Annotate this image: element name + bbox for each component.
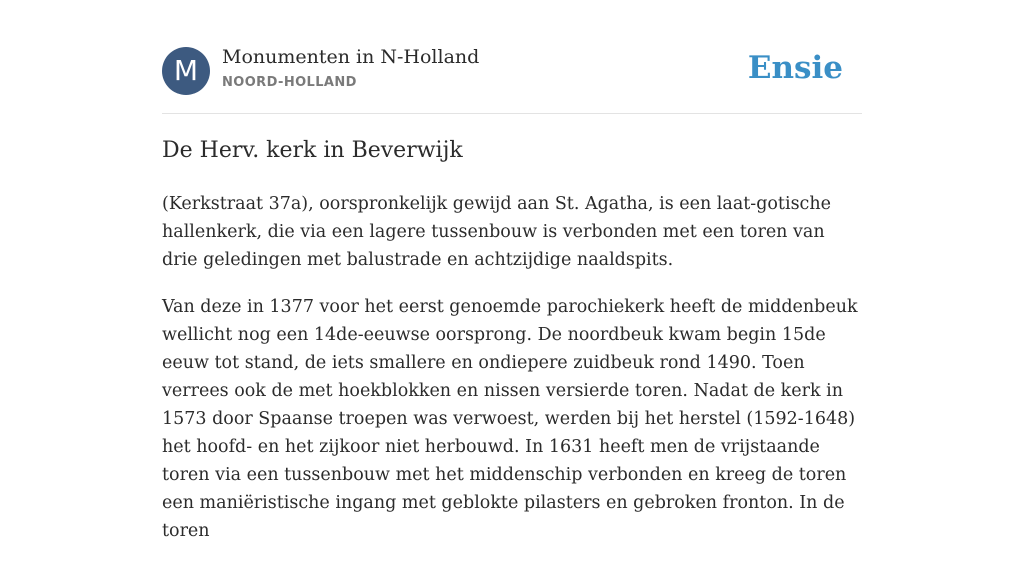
brand-logo-link[interactable]: Ensie	[747, 50, 843, 86]
text-fade-overlay	[860, 430, 1024, 512]
source-header	[162, 46, 862, 96]
source-subtitle: NOORD-HOLLAND	[222, 75, 357, 90]
article-title: De Herv. kerk in Beverwijk	[162, 138, 463, 163]
article-body	[162, 190, 862, 564]
source-avatar[interactable]: M	[162, 47, 210, 95]
source-title[interactable]: Monumenten in N-Holland	[222, 46, 480, 68]
article-paragraph: Van deze in 1377 voor het eerst genoemde parochiekerk heeft de middenbeuk wellicht nog een 14de-eeuwse oorsprong. De noordbeuk kwam begin 15de eeuw tot stand, de iets smallere en ondiepere zuidbeuk rond 1490. Toen verrees ook de met hoekblokken en nissen versierde toren. Nadat de kerk in 1573 door Spaanse troepen was verwoest, werden bij het herstel (1592-1648) het hoofd- en het zijkoor niet herbouwd. In 1631 heeft men de vrijstaande toren via een tussenbouw met het middenschip verbonden en kreeg de toren een maniëristische ingang met geblokte pilasters en gebroken fronton. In de toren	[162, 297, 858, 541]
article-paragraph: (Kerkstraat 37a), oorspronkelijk gewijd aan St. Agatha, is een laat-gotische hallenkerk, die via een lagere tussenbouw is verbonden met een toren van drie geledingen met balustrade en achtzijdige naaldspits.	[162, 194, 831, 270]
header-divider	[162, 113, 862, 114]
